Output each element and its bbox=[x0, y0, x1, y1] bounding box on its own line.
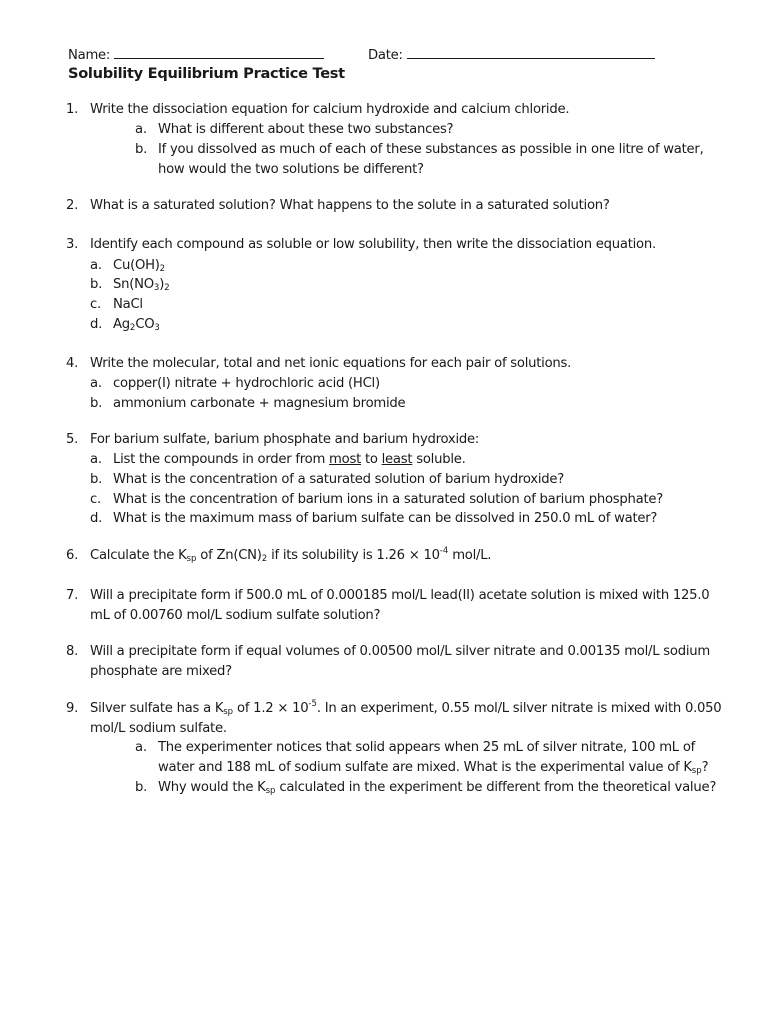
formula-part: Sn(NO bbox=[113, 277, 154, 292]
formula-part: NaCl bbox=[113, 297, 143, 312]
question-number: 8. bbox=[66, 644, 79, 659]
name-label: Name: bbox=[68, 48, 111, 63]
date-blank-line bbox=[407, 44, 655, 59]
sub-letter: a. bbox=[90, 376, 102, 391]
question-5b bbox=[90, 470, 564, 490]
question-text: mol/L. bbox=[448, 548, 492, 563]
question-text: Will a precipitate form if equal volumes of 0.00500 mol/L silver nitrate and 0.00135 mol/L sodium bbox=[90, 644, 710, 659]
question-4 bbox=[66, 354, 572, 374]
question-9b bbox=[135, 778, 717, 798]
subscript: sp bbox=[265, 786, 276, 796]
sub-text: ammonium carbonate + magnesium bromide bbox=[113, 396, 406, 411]
subscript: sp bbox=[691, 766, 702, 776]
superscript: -5 bbox=[308, 699, 317, 709]
question-3c bbox=[90, 295, 143, 315]
subscript: 3 bbox=[154, 323, 160, 333]
question-8-continued bbox=[90, 662, 232, 682]
subscript: sp bbox=[186, 554, 197, 564]
subscript: 3 bbox=[153, 283, 160, 293]
question-text: Write the molecular, total and net ionic equations for each pair of solutions. bbox=[90, 356, 572, 371]
question-number: 3. bbox=[66, 237, 79, 252]
sub-text: If you dissolved as much of each of these substances as possible in one litre of water, bbox=[158, 142, 704, 157]
question-1a bbox=[135, 120, 454, 140]
question-9 bbox=[66, 699, 722, 719]
question-number: 5. bbox=[66, 432, 79, 447]
sub-text: The experimenter notices that solid appears when 25 mL of silver nitrate, 100 mL of bbox=[158, 740, 696, 755]
question-text: mol/L sodium sulfate. bbox=[90, 721, 227, 736]
sub-letter: d. bbox=[90, 511, 103, 526]
formula-part: Ag bbox=[113, 317, 130, 332]
question-9-continued bbox=[90, 719, 227, 739]
sub-letter: b. bbox=[135, 142, 148, 157]
sub-letter: b. bbox=[135, 780, 148, 795]
subscript: 2 bbox=[129, 323, 136, 333]
sub-text: to bbox=[361, 452, 382, 467]
question-5d bbox=[90, 509, 658, 529]
question-1b-continued bbox=[158, 160, 424, 180]
question-7 bbox=[66, 586, 710, 606]
sub-letter: a. bbox=[90, 452, 102, 467]
sub-letter: a. bbox=[135, 740, 147, 755]
underlined-word-most: most bbox=[329, 452, 362, 467]
question-text: of Zn(CN) bbox=[196, 548, 262, 563]
question-text: mL of 0.00760 mol/L sodium sulfate solution? bbox=[90, 608, 381, 623]
subscript: 2 bbox=[159, 264, 166, 274]
sub-text: copper(I) nitrate + hydrochloric acid (HCl) bbox=[113, 376, 380, 391]
question-number: 1. bbox=[66, 102, 79, 117]
sub-letter: b. bbox=[90, 396, 103, 411]
sub-text: how would the two solutions be different? bbox=[158, 162, 424, 177]
question-text: of 1.2 × 10 bbox=[233, 701, 309, 716]
question-text: Write the dissociation equation for calcium hydroxide and calcium chloride. bbox=[90, 102, 570, 117]
question-3a bbox=[90, 256, 166, 276]
underlined-word-least: least bbox=[381, 452, 413, 467]
superscript: -4 bbox=[439, 546, 449, 556]
sub-text: What is the concentration of barium ions in a saturated solution of barium phosphate? bbox=[113, 492, 663, 507]
question-number: 2. bbox=[66, 198, 79, 213]
sub-text: Why would the K bbox=[158, 780, 266, 795]
subscript: 2 bbox=[261, 554, 268, 564]
question-3b bbox=[90, 275, 170, 295]
question-9a bbox=[135, 738, 696, 758]
question-5 bbox=[66, 430, 480, 450]
sub-text: What is the maximum mass of barium sulfate can be dissolved in 250.0 mL of water? bbox=[113, 511, 658, 526]
question-6 bbox=[66, 546, 492, 566]
question-8 bbox=[66, 642, 710, 662]
question-number: 9. bbox=[66, 701, 79, 716]
question-3 bbox=[66, 235, 656, 255]
name-field bbox=[68, 44, 324, 66]
question-text: For barium sulfate, barium phosphate and barium hydroxide: bbox=[90, 432, 480, 447]
sub-text: water and 188 mL of sodium sulfate are mixed. What is the experimental value of K bbox=[158, 760, 692, 775]
subscript: sp bbox=[223, 707, 234, 717]
question-9a-continued bbox=[158, 758, 708, 778]
sub-letter: b. bbox=[90, 277, 103, 292]
sub-letter: d. bbox=[90, 317, 103, 332]
question-text: What is a saturated solution? What happens to the solute in a saturated solution? bbox=[90, 198, 610, 213]
formula-part: ) bbox=[159, 277, 165, 292]
sub-letter: c. bbox=[90, 297, 101, 312]
sub-text: calculated in the experiment be different from the theoretical value? bbox=[275, 780, 717, 795]
sub-letter: a. bbox=[135, 122, 147, 137]
sub-letter: c. bbox=[90, 492, 101, 507]
question-text: Calculate the K bbox=[90, 548, 187, 563]
question-4b bbox=[90, 394, 406, 414]
sub-text: ? bbox=[701, 760, 709, 775]
question-5a bbox=[90, 450, 466, 470]
page-title: Solubility Equilibrium Practice Test bbox=[68, 65, 345, 82]
subscript: 2 bbox=[164, 283, 170, 293]
question-text: Silver sulfate has a K bbox=[90, 701, 224, 716]
question-2 bbox=[66, 196, 610, 216]
question-text: if its solubility is 1.26 × 10 bbox=[267, 548, 440, 563]
question-text: . In an experiment, 0.55 mol/L silver nitrate is mixed with 0.050 bbox=[316, 701, 722, 716]
sub-text: What is the concentration of a saturated solution of barium hydroxide? bbox=[113, 472, 564, 487]
question-5c bbox=[90, 490, 663, 510]
sub-text: List the compounds in order from bbox=[113, 452, 330, 467]
question-text: Will a precipitate form if 500.0 mL of 0.000185 mol/L lead(II) acetate solution is mixed with 125.0 bbox=[90, 588, 710, 603]
formula-part: CO bbox=[135, 317, 155, 332]
question-1b bbox=[135, 140, 704, 160]
question-7-continued bbox=[90, 606, 380, 626]
sub-letter: a. bbox=[90, 258, 102, 273]
sub-letter: b. bbox=[90, 472, 103, 487]
question-number: 4. bbox=[66, 356, 79, 371]
sub-text: What is different about these two substances? bbox=[158, 122, 454, 137]
question-number: 7. bbox=[66, 588, 79, 603]
question-text: phosphate are mixed? bbox=[90, 664, 232, 679]
question-1 bbox=[66, 100, 570, 120]
date-label: Date: bbox=[368, 48, 403, 63]
question-text: Identify each compound as soluble or low solubility, then write the dissociation equation. bbox=[90, 237, 656, 252]
question-number: 6. bbox=[66, 548, 79, 563]
formula-part: Cu(OH) bbox=[113, 258, 160, 273]
date-field bbox=[368, 44, 655, 66]
question-4a bbox=[90, 374, 380, 394]
question-3d bbox=[90, 315, 160, 335]
name-blank-line bbox=[114, 44, 324, 59]
sub-text: soluble. bbox=[412, 452, 466, 467]
